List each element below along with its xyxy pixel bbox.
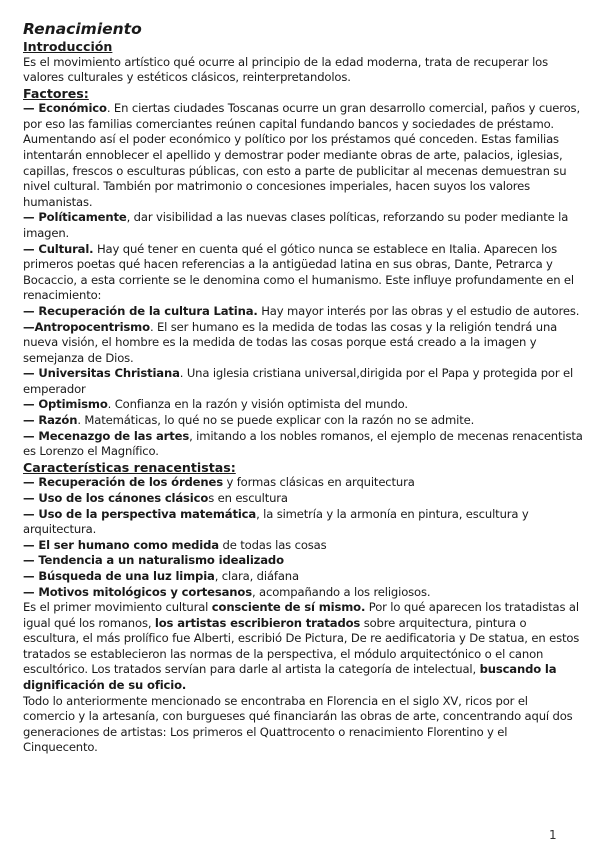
tratadistas-bold-conciencia: consciente de sí mismo. — [211, 600, 366, 615]
caracteristica-ordenes — [23, 475, 583, 491]
text-cultural: Hay qué tener en cuenta qué el gótico nunca se establece en Italia. Aparecen los primeros poetas qué hacen referencias a la antigüedad latina en sus obras, Dante, Petrarca y Bocaccio, a esta corriente se le denomina como el humanismo. Este influye profundamente en el renacimiento: — [23, 241, 574, 303]
caracteristica-naturalismo — [23, 553, 583, 569]
text-canones: s en escultura — [208, 490, 288, 505]
factor-razon — [23, 413, 583, 429]
tratadistas-bold-tratados: los artistas escribieron tratados — [154, 615, 361, 630]
tratadistas-part-a: Es el primer movimiento cultural — [23, 600, 212, 615]
factor-recuperacion — [23, 304, 583, 320]
factor-antropocentrismo — [23, 320, 583, 367]
text-razon: . Matemáticas, lo qué no se puede explicar con la razón no se admite. — [77, 413, 475, 428]
text-mecenazgo: , imitando a los nobles romanos, el ejemplo de mecenas renacentista es Lorenzo el Magnífico. — [23, 428, 583, 459]
text-antropocentrismo: . El ser humano es la medida de todas las cosas y la religión tendrá una nueva visión, el hombre es la medida de todas las cosas porque está creado a la imagen y semejanza de Dios. — [23, 319, 558, 365]
term-universitas: — Universitas Christiana — [23, 366, 180, 381]
heading-factores: Factores: — [23, 85, 89, 101]
term-medida: — El ser humano como medida — [23, 537, 219, 552]
heading-caracteristicas: Características renacentistas: — [23, 459, 236, 475]
factor-universitas — [23, 366, 583, 397]
term-luz: — Búsqueda de una luz limpia — [23, 568, 215, 583]
term-razon: — Razón — [23, 413, 78, 428]
text-economico: . En ciertas ciudades Toscanas ocurre un gran desarrollo comercial, paños y cueros, por eso las familias comerciantes reúnen capital fundando bancos y sociedades de préstamo. Aumentando así el poder económico y político por los préstamos qué conceden. Estas familias intentarán ennoblecer el apellido y demostrar poder mediante obras de arte, palacios, iglesias, capillas, frescos o esculturas públicas, con esto a parte de publicitar al mecenas demuestran su nivel cultural. También por matrimonio o concesiones imperiales, hacen suyos los valores humanistas. — [23, 101, 580, 209]
caracteristica-motivos — [23, 585, 583, 601]
caracteristica-luz — [23, 569, 583, 585]
term-cultural: — Cultural. — [23, 241, 94, 256]
caracteristica-medida — [23, 538, 583, 554]
factor-politicamente — [23, 210, 583, 241]
paragraph-introduccion: Es el movimiento artístico qué ocurre al principio de la edad moderna, trata de recuperar los valores culturales y estéticos clásicos, reinterpretandolos. — [23, 54, 548, 85]
term-naturalismo: — Tendencia a un naturalismo idealizado — [23, 553, 284, 568]
term-politicamente: — Políticamente — [23, 210, 127, 225]
document-page — [23, 20, 583, 756]
term-motivos: — Motivos mitológicos y cortesanos — [23, 584, 252, 599]
term-canones: — Uso de los cánones clásico — [23, 490, 209, 505]
term-optimismo: — Optimismo — [23, 397, 108, 412]
text-universitas: . Una iglesia cristiana universal,dirigida por el Papa y protegida por el emperador — [23, 366, 574, 396]
tratadistas-part-e: sobre arquitectura, pintura o escultura, el más prolífico fue Alberti, escribió De Pictura, De re aedificatoria y De statua, en estos tratados se establecieron las normas de la perspectiva, el módulo arquitectónico o el canon escultórico. Los tratados servían para darle al artista la categoría de intelectual, — [23, 615, 580, 677]
text-medida: de todas las cosas — [218, 537, 327, 552]
term-antropocentrismo: —Antropocentrismo — [23, 319, 150, 334]
tratadistas-part-c: Por lo qué aparecen los tratadistas al igual qué los romanos, — [23, 600, 579, 630]
text-ordenes: y formas clásicas en arquitectura — [222, 475, 415, 490]
text-perspectiva: , la simetría y la armonía en pintura, escultura y arquitectura. — [23, 506, 529, 537]
text-optimismo: . Confianza en la razón y visión optimista del mundo. — [107, 397, 408, 412]
term-recuperacion: — Recuperación de la cultura Latina. — [23, 303, 258, 318]
factor-economico — [23, 101, 583, 210]
paragraph-florencia: Todo lo anteriormente mencionado se encontraba en Florencia en el siglo XV, ricos por el comercio y la artesanía, con burgueses qué financiarán las obras de arte, concentrando aquí dos generaciones de artistas: Los primeros el Quattrocento o renacimiento Florentino y el Cinquecento. — [23, 693, 573, 755]
factor-optimismo — [23, 397, 583, 413]
caracteristica-canones — [23, 491, 583, 507]
term-mecenazgo: — Mecenazgo de las artes — [23, 428, 190, 443]
term-ordenes: — Recuperación de los órdenes — [23, 475, 223, 490]
text-recuperacion: Hay mayor interés por las obras y el estudio de autores. — [257, 303, 580, 318]
heading-introduccion: Introducción — [23, 39, 113, 54]
tratadistas-bold-dignificacion: buscando la dignificación de su oficio. — [23, 662, 557, 693]
text-politicamente: , dar visibilidad a las nuevas clases políticas, reforzando su poder mediante la imagen. — [23, 210, 569, 240]
caracteristica-perspectiva — [23, 507, 583, 538]
page-number: 1 — [549, 828, 557, 842]
document-title: Renacimiento — [23, 20, 142, 38]
factor-mecenazgo — [23, 429, 583, 460]
paragraph-tratadistas — [23, 600, 583, 694]
term-perspectiva: — Uso de la perspectiva matemática — [23, 506, 257, 521]
term-economico: — Económico — [23, 101, 107, 116]
text-luz: , clara, diáfana — [214, 568, 299, 583]
text-motivos: , acompañando a los religiosos. — [251, 584, 431, 599]
factor-cultural — [23, 242, 583, 304]
